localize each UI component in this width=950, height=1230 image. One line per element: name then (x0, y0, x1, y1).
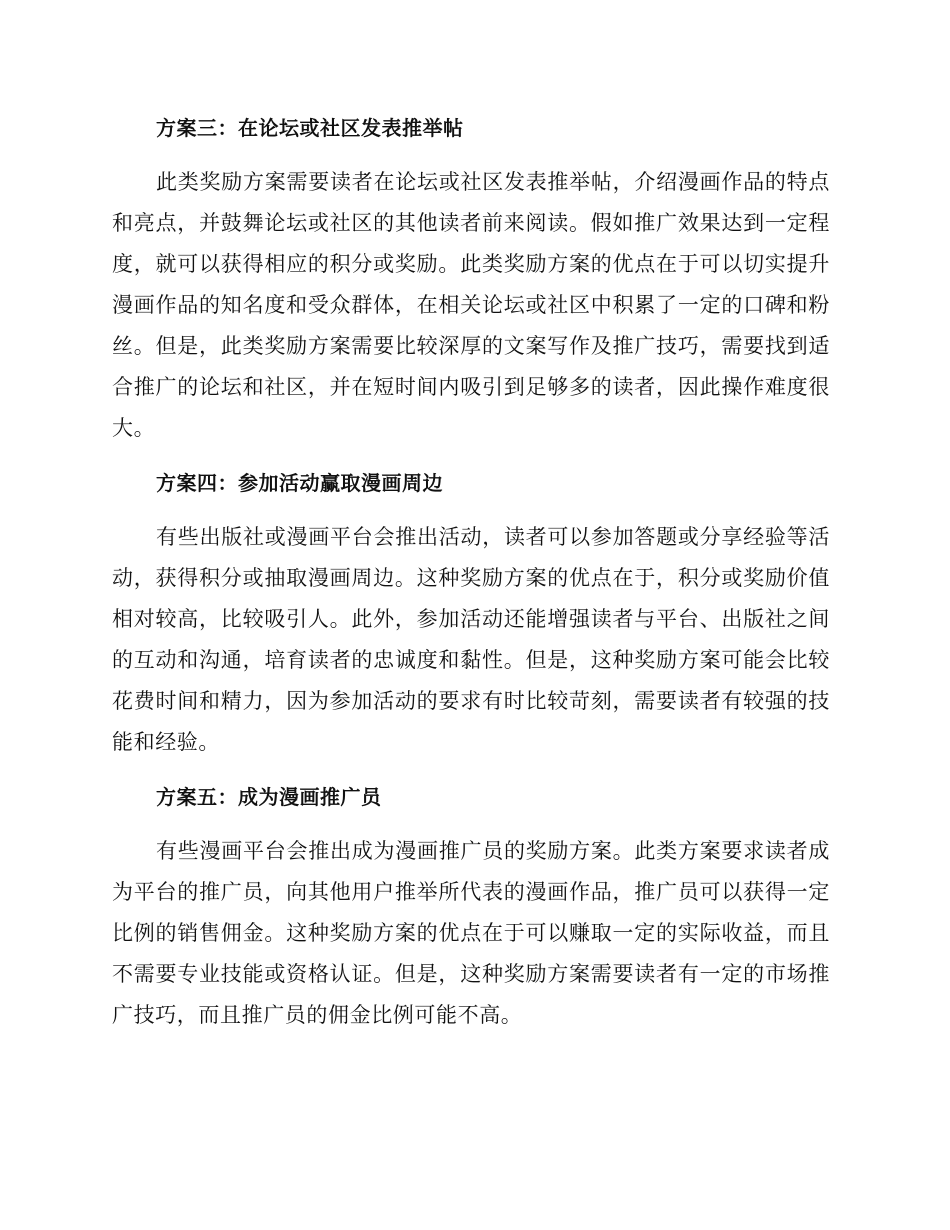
section-body-plan-4: 有些出版社或漫画平台会推出活动，读者可以参加答题或分享经验等活动，获得积分或抽取漫画周边。这种奖励方案的优点在于，积分或奖励价值相对较高，比较吸引人。此外，参加活动还能增强读者与平台、出版社之间的互动和沟通，培育读者的忠诚度和黏性。但是，这种奖励方案可能会比较花费时间和精力，因为参加活动的要求有时比较苛刻，需要读者有较强的技能和经验。 (112, 525, 830, 754)
section-title-plan-3: 方案三：在论坛或社区发表推举帖 (156, 116, 464, 140)
section-body-plan-3: 此类奖励方案需要读者在论坛或社区发表推举帖，介绍漫画作品的特点和亮点，并鼓舞论坛或社区的其他读者前来阅读。假如推广效果达到一定程度，就可以获得相应的积分或奖励。此类奖励方案的优点在于可以切实提升漫画作品的知名度和受众群体，在相关论坛或社区中积累了一定的口碑和粉丝。但是，此类奖励方案需要比较深厚的文案写作及推广技巧，需要找到适合推广的论坛和社区，并在短时间内吸引到足够多的读者，因此操作难度很大。 (112, 170, 830, 440)
document-page (112, 108, 830, 1036)
section-title-plan-4: 方案四：参加活动赢取漫画周边 (156, 471, 443, 495)
section-body-plan-5: 有些漫画平台会推出成为漫画推广员的奖励方案。此类方案要求读者成为平台的推广员，向其他用户推举所代表的漫画作品，推广员可以获得一定比例的销售佣金。这种奖励方案的优点在于可以赚取一定的实际收益，而且不需要专业技能或资格认证。但是，这种奖励方案需要读者有一定的市场推广技巧，而且推广员的佣金比例可能不高。 (112, 839, 830, 1027)
section-title-plan-5: 方案五：成为漫画推广员 (156, 785, 382, 809)
